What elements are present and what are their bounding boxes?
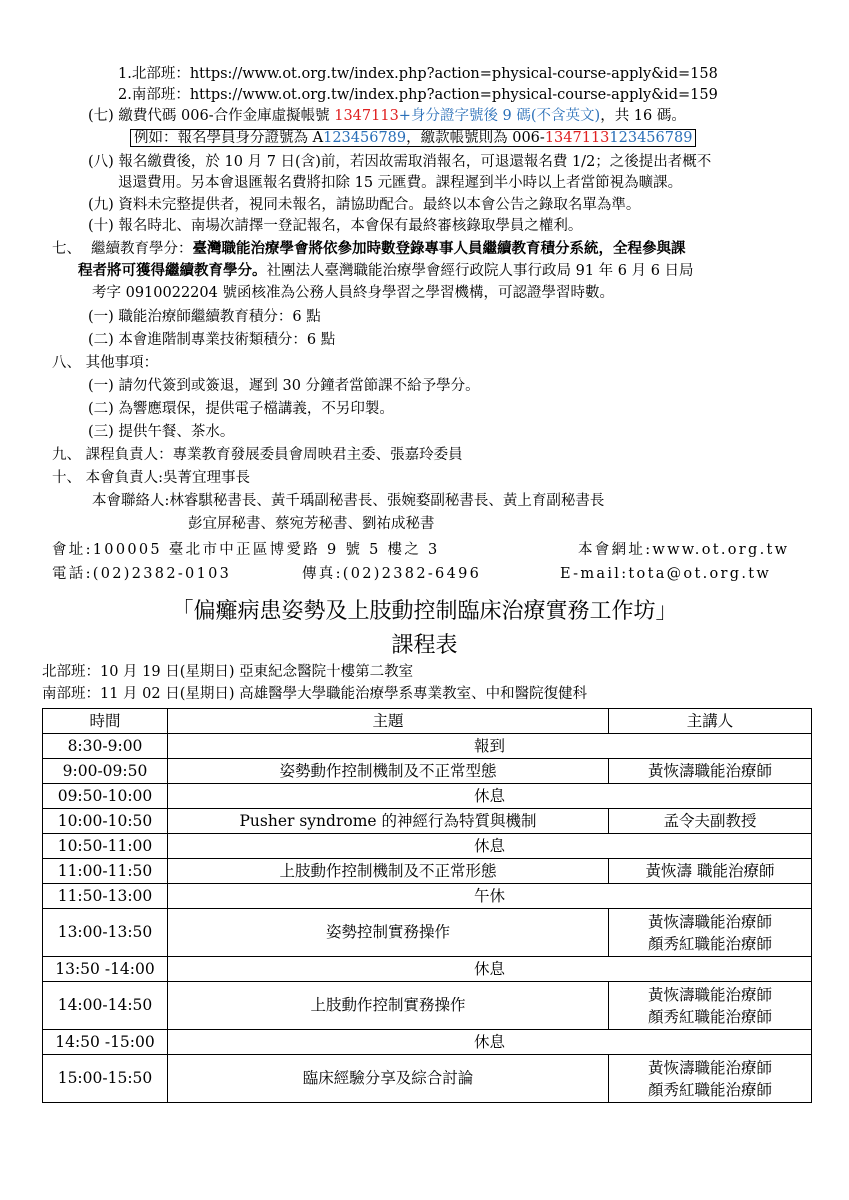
speaker-name: 顏秀紅職能治療師 — [647, 934, 772, 953]
item-7-prefix: (七) 繳費代碼 006-合作金庫虛擬帳號 — [88, 108, 335, 124]
item-8-line-1: (八) 報名繳費後，於 10 月 7 日(含)前，若因故需取消報名，可退還報名費 1/2；之後提出者概不 — [88, 154, 712, 170]
speaker-name: 黃恢濤職能治療師 — [647, 985, 772, 1004]
row-topic: 姿勢動作控制機制及不正常型態 — [168, 759, 609, 784]
speaker-name: 黃恢濤職能治療師 — [647, 1058, 772, 1077]
reg-link-south[interactable]: 2.南部班：https://www.ot.org.tw/index.php?action=physical-course-apply&id=159 — [118, 87, 718, 103]
speaker-name: 黃恢濤 職能治療師 — [645, 862, 775, 880]
table-row — [43, 734, 812, 759]
item-7-suffix: ，共 16 碼。 — [600, 108, 686, 124]
speaker-name: 顏秀紅職能治療師 — [647, 1007, 772, 1026]
example-id: 123456789 — [323, 130, 407, 146]
table-row — [43, 982, 812, 1030]
credit-2: (二) 本會進階制專業技術類積分：6 點 — [88, 332, 336, 348]
section-9: 九、 課程負責人：專業教育發展委員會周映君主委、張嘉玲委員 — [52, 447, 463, 463]
row-topic: 休息 — [168, 1030, 812, 1055]
schedule-table — [42, 708, 812, 1103]
row-topic: 上肢動作控制實務操作 — [168, 982, 609, 1030]
section-7-rest-2: 社團法人臺灣職能治療學會經行政院人事行政局 91 年 6 月 6 日局 — [266, 263, 694, 279]
item-9: (九) 資料未完整提供者，視同未報名，請協助配合。最終以本會公告之錄取名單為準。 — [88, 197, 641, 213]
table-row — [43, 859, 812, 884]
section-7-line-3: 考字 0910022204 號函核准為公務人員終身學習之學習機構，可認證學習時數。 — [92, 285, 614, 301]
item-7-plus: +身分證字號後 9 碼(不含英文) — [398, 108, 601, 124]
section-7-number: 七、 — [52, 241, 81, 257]
row-speakers — [609, 759, 812, 784]
row-topic: 臨床經驗分享及綜合討論 — [168, 1055, 609, 1103]
row-speakers — [609, 1055, 812, 1103]
row-time: 13:00-13:50 — [43, 909, 168, 957]
other-1: (一) 請勿代簽到或簽退，遲到 30 分鐘者當節課不給予學分。 — [88, 378, 480, 394]
row-topic: 報到 — [168, 734, 812, 759]
section-7-bold-2: 程者將可獲得繼續教育學分。 — [78, 262, 267, 279]
row-time: 15:00-15:50 — [43, 1055, 168, 1103]
website[interactable]: 本會網址:www.ot.org.tw — [578, 542, 790, 558]
phone: 電話:(02)2382-0103 — [52, 566, 232, 582]
speaker-name: 黃恢濤職能治療師 — [647, 762, 772, 780]
other-3: (三) 提供午餐、茶水。 — [88, 424, 235, 440]
example-mid: ，繳款帳號則為 006- — [406, 130, 545, 146]
row-topic: 上肢動作控制機制及不正常形態 — [168, 859, 609, 884]
example-account: 1347113 — [544, 130, 610, 146]
row-topic: 休息 — [168, 784, 812, 809]
row-time: 10:00-10:50 — [43, 809, 168, 834]
reg-link-north[interactable]: 1.北部班：https://www.ot.org.tw/index.php?action=physical-course-apply&id=158 — [118, 66, 718, 82]
item-7 — [88, 106, 686, 126]
row-speakers — [609, 809, 812, 834]
section-10: 十、 本會負責人:吳菁宜理事長 — [52, 470, 250, 486]
south-session: 南部班：11 月 02 日(星期日) 高雄醫學大學職能治療學系專業教室、中和醫院復健科 — [42, 686, 588, 702]
item-7-account: 1347113 — [334, 108, 399, 124]
table-row — [43, 834, 812, 859]
table-row — [43, 759, 812, 784]
header-speaker: 主講人 — [609, 709, 812, 734]
table-header-row — [43, 709, 812, 734]
row-topic: 休息 — [168, 834, 812, 859]
row-time: 9:00-09:50 — [43, 759, 168, 784]
address: 會址:100005 臺北市中正區博愛路 9 號 5 樓之 3 — [52, 542, 440, 558]
speaker-name: 黃恢濤職能治療師 — [647, 912, 772, 931]
table-row — [43, 884, 812, 909]
row-topic: Pusher syndrome 的神經行為特質與機制 — [168, 809, 609, 834]
row-speakers — [609, 909, 812, 957]
table-row — [43, 809, 812, 834]
row-time: 8:30-9:00 — [43, 734, 168, 759]
email[interactable]: E-mail:tota@ot.org.tw — [560, 566, 772, 582]
row-time: 14:50 -15:00 — [43, 1030, 168, 1055]
row-time: 10:50-11:00 — [43, 834, 168, 859]
table-row — [43, 1055, 812, 1103]
item-8-line-2: 退還費用。另本會退匯報名費將扣除 15 元匯費。課程遲到半小時以上者當節視為曠課。 — [118, 175, 683, 191]
table-row — [43, 1030, 812, 1055]
speaker-name: 顏秀紅職能治療師 — [647, 1080, 772, 1099]
schedule-title: 課程表 — [391, 633, 458, 658]
item-10: (十) 報名時北、南場次請擇一登記報名，本會保有最終審核錄取學員之權利。 — [88, 218, 583, 234]
row-topic: 休息 — [168, 957, 812, 982]
workshop-title: 「偏癱病患姿勢及上肢動控制臨床治療實務工作坊」 — [171, 599, 678, 624]
section-7-bold-1: 臺灣職能治療學會將依參加時數登錄專事人員繼續教育積分系統，全程參與課 — [192, 240, 686, 257]
table-row — [43, 957, 812, 982]
row-topic: 姿勢控制實務操作 — [168, 909, 609, 957]
contacts-line-1: 本會聯絡人:林睿騏秘書長、黃千瑀副秘書長、張婉婺副秘書長、黃上育副秘書長 — [92, 493, 605, 509]
section-8-head: 八、 其他事項： — [52, 355, 159, 371]
row-time: 11:50-13:00 — [43, 884, 168, 909]
contacts-line-2: 彭宜屏秘書、蔡宛芳秘書、劉祐成秘書 — [188, 516, 435, 532]
header-time: 時間 — [43, 709, 168, 734]
other-2: (二) 為響應環保，提供電子檔講義，不另印製。 — [88, 401, 394, 417]
section-7-line-2 — [78, 261, 694, 281]
table-row — [43, 784, 812, 809]
speaker-name: 孟令夫副教授 — [663, 812, 757, 830]
example-prefix: 例如：報名學員身分證號為 A — [134, 130, 324, 146]
row-time: 13:50 -14:00 — [43, 957, 168, 982]
fax: 傳真:(02)2382-6496 — [302, 566, 482, 582]
row-time: 14:00-14:50 — [43, 982, 168, 1030]
header-topic: 主題 — [168, 709, 609, 734]
row-time: 11:00-11:50 — [43, 859, 168, 884]
row-topic: 午休 — [168, 884, 812, 909]
row-speakers — [609, 982, 812, 1030]
credit-1: (一) 職能治療師繼續教育積分：6 點 — [88, 309, 321, 325]
item-7-example — [130, 128, 696, 148]
north-session: 北部班：10 月 19 日(星期日) 亞東紀念醫院十樓第二教室 — [42, 664, 414, 680]
section-7-lead: 繼續教育學分： — [91, 241, 193, 257]
example-id-2: 123456789 — [609, 130, 693, 146]
row-speakers — [609, 859, 812, 884]
row-time: 09:50-10:00 — [43, 784, 168, 809]
table-row — [43, 909, 812, 957]
section-7-line-1 — [52, 239, 686, 259]
